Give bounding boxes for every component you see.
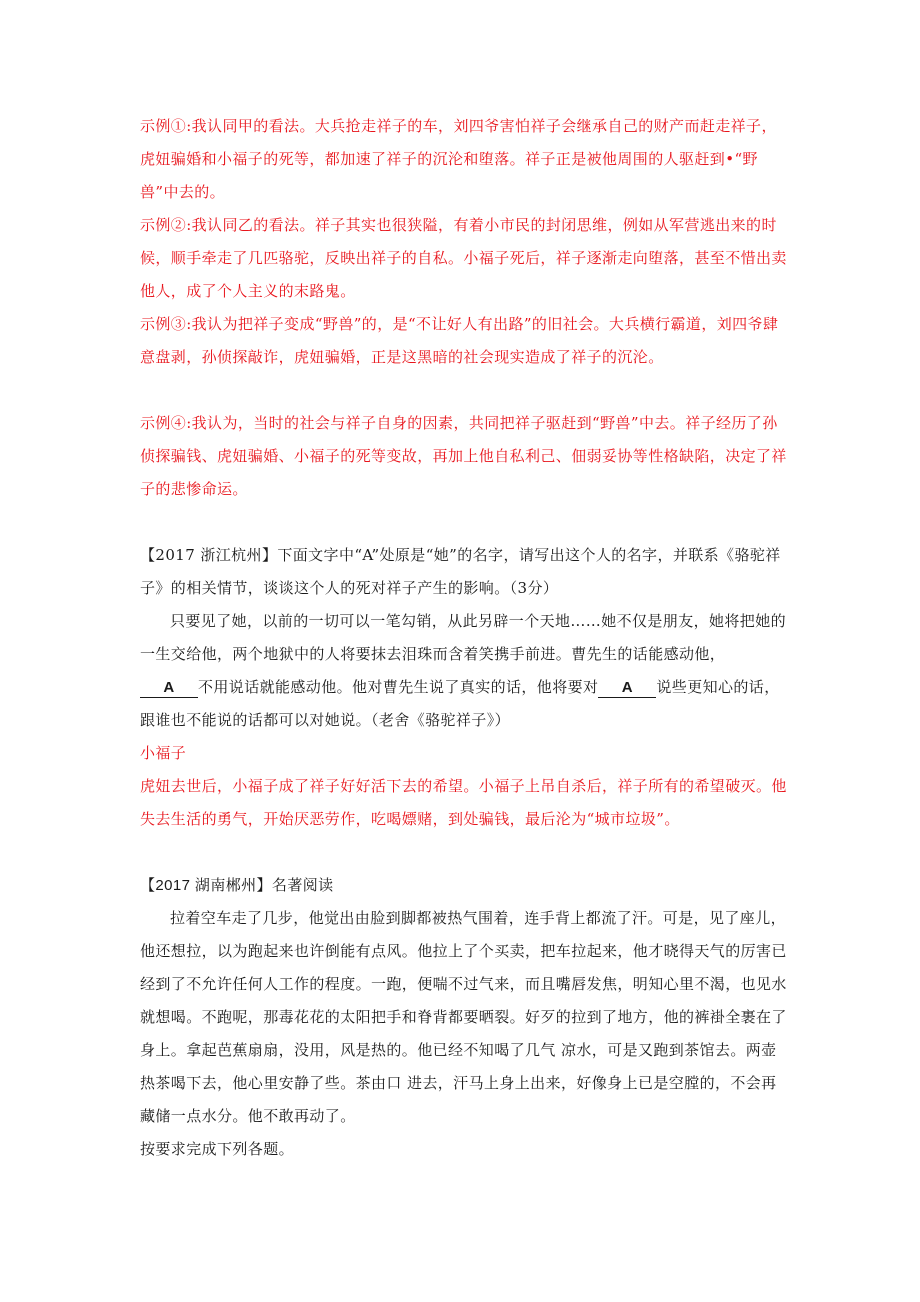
passage-mid: 不用说话就能感动他。他对曹先生说了真实的话，他将要对	[198, 678, 599, 696]
reading-passage: 拉着空车走了几步，他觉出由脸到脚都被热气围着，连手背上都流了汗。可是，见了座儿，他还想拉，以为跑起来也许倒能有点风。他拉上了个买卖，把车拉起来，他才晓得天气的厉害已经到了不允许任何人工作的程度。一跑，便喘不过气来，而且嘴唇发焦，明知心里不渴，也见水就想喝。不跑呢，那毒花花的太阳把手和脊背都要晒裂。好歹的拉到了地方，他的裤褂全裹在了身上。拿起芭蕉扇扇，没用，风是热的。他已经不知喝了几气 凉水，可是又跑到茶馆去。两壶热茶喝下去，他心里安静了些。茶由口 进去，汗马上身上出来，好像身上已是空膛的，不会再藏储一点水分。他不敢再动了。	[140, 909, 787, 1125]
answer-example-4: 示例④:我认为，当时的社会与祥子自身的因素，共同把祥子驱赶到“野兽”中去。祥子经历了孙侦探骗钱、虎妞骗婚、小福子的死等变故，再加上他自私利己、佃弱妥协等性格缺陷，决定了祥子的悲惨命运。	[140, 414, 787, 498]
question-header-chenzhou: 【2017 湖南郴州】名著阅读	[140, 877, 334, 894]
answer-explanation: 虎妞去世后，小福子成了祥子好好活下去的希望。小福子上吊自杀后，祥子所有的希望破灭。他失去生活的勇气，开始厌恶劳作，吃喝嫖赌，到处骗钱，最后沦为“城市垃圾”。	[140, 777, 787, 828]
passage-end: 说些更知心的话，跟谁也不能说的话都可以对她说。（老舍《骆驼祥子》）	[140, 678, 780, 729]
quoted-passage-line1: 只要见了她，以前的一切可以一笔勾销，从此另辟一个天地……她不仅是朋友，她将把她的一生交给他，两个地狱中的人将要抹去泪珠而含着笑携手前进。曹先生的话能感动他，	[140, 612, 787, 663]
instruction-text: 按要求完成下列各题。	[140, 1141, 295, 1158]
quoted-passage-line2	[140, 671, 790, 737]
document-page	[140, 110, 790, 1166]
answer-example-3: 示例③:我认为把祥子变成“野兽”的，是“不让好人有出路”的旧社会。大兵横行霸道，刘四爷肆意盘剥，孙侦探敲诈，虎妞骗婚，正是这黑暗的社会现实造成了祥子的沉沦。	[140, 315, 779, 366]
answer-example-1: 示例①:我认同甲的看法。大兵抢走祥子的车，刘四爷害怕祥子会继承自己的财产而赶走祥子，虎妞骗婚和小福子的死等，都加速了祥子的沉沦和堕落。祥子正是被他周围的人驱赶到•“野兽”中去的。	[140, 117, 777, 201]
blank-a-first[interactable]: A	[140, 679, 198, 698]
answer-example-2: 示例②:我认同乙的看法。祥子其实也很狭隘，有着小市民的封闭思维，例如从军营逃出来的时候，顺手牵走了几匹骆驼，反映出祥子的自私。小福子死后，祥子逐渐走向堕落，甚至不惜出卖他人，成了个人主义的末路鬼。	[140, 216, 787, 300]
blank-a-second[interactable]: A	[598, 679, 656, 698]
question-prompt-hangzhou: 【2017 浙江杭州】下面文字中“A”处原是“她”的名字，请写出这个人的名字，并联系《骆驼祥子》的相关情节，谈谈这个人的死对祥子产生的影响。（3分）	[140, 546, 781, 597]
answer-name: 小福子	[140, 744, 187, 762]
